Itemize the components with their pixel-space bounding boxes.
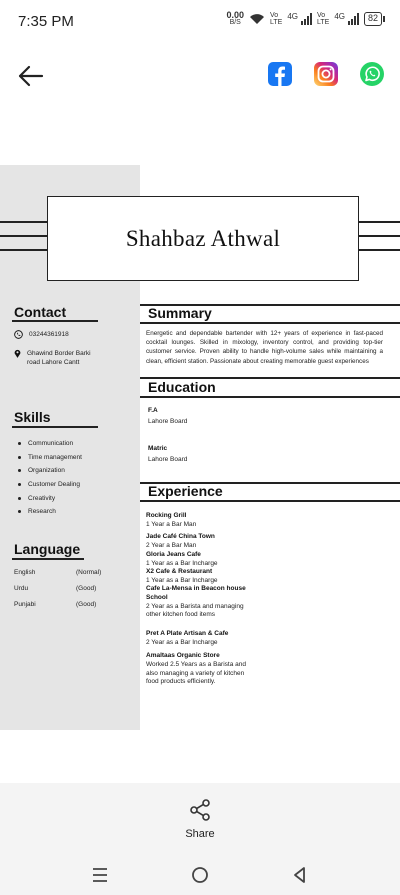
language-name: English: [14, 569, 36, 576]
back-triangle-icon: [289, 864, 311, 886]
contact-phone-text: 03244361918: [29, 331, 69, 338]
phone-icon: [14, 330, 23, 339]
skill-item: Organization: [18, 464, 82, 478]
language-name: Punjabi: [14, 601, 36, 608]
facebook-share-button[interactable]: [268, 62, 292, 86]
resume-preview: [0, 165, 400, 730]
experience-item: [146, 551, 256, 569]
language-title: Language: [14, 541, 81, 557]
skill-item: Communication: [18, 437, 82, 451]
skill-item: Research: [18, 505, 82, 519]
skill-item: Customer Dealing: [18, 478, 82, 492]
battery-icon: 82: [364, 12, 382, 26]
experience-item: [146, 652, 256, 687]
summary-title: Summary: [148, 305, 212, 321]
status-indicators: [226, 12, 382, 26]
experience-detail: 1 Year a Bar Man: [146, 520, 197, 528]
status-bar: [0, 0, 400, 44]
summary-underline: [140, 322, 400, 324]
instagram-icon: [314, 62, 338, 86]
experience-place: Cafe La-Mensa in Beacon house School: [146, 585, 246, 601]
back-button[interactable]: [14, 60, 46, 92]
language-level: (Normal): [76, 569, 102, 576]
experience-detail: Worked 2.5 Years as a Barista and also managing a variety of kitchen food products efficiently.: [146, 660, 246, 686]
language-row: [14, 601, 114, 608]
experience-place: Amaltaas Organic Store: [146, 652, 220, 659]
experience-item: [146, 533, 256, 551]
experience-item: [146, 512, 256, 530]
experience-place: Pret A Plate Artisan & Cafe: [146, 630, 229, 637]
address-line-2: road Lahore Cantt: [27, 359, 80, 366]
skills-underline: [12, 426, 98, 428]
language-name: Urdu: [14, 585, 29, 592]
name-box: [47, 196, 359, 281]
contact-underline: [12, 320, 98, 322]
network-speed: [226, 12, 244, 26]
system-back-button[interactable]: [289, 864, 311, 886]
system-nav-bar: [0, 856, 400, 895]
whatsapp-icon: [360, 62, 384, 86]
experience-detail: 2 Year as a Bar Incharge: [146, 638, 218, 646]
experience-underline: [140, 500, 400, 502]
language-level: (Good): [76, 585, 97, 592]
instagram-share-button[interactable]: [314, 62, 338, 86]
experience-detail: 1 Year as a Bar Incharge: [146, 559, 218, 567]
education-degree: F.A: [148, 407, 158, 414]
experience-detail: 2 Year as a Barista and managing other kitchen food items: [146, 602, 244, 619]
education-title: Education: [148, 379, 216, 395]
signal-icon-1: [301, 13, 312, 25]
address-line-1: Ghawind Border Barki: [27, 350, 91, 357]
network-speed-unit: B/S: [229, 19, 241, 26]
network-type-2: 4G: [334, 12, 345, 21]
home-circle-icon: [189, 864, 211, 886]
location-pin-icon: [14, 349, 21, 358]
contact-address: [14, 349, 91, 367]
facebook-icon: [268, 62, 292, 86]
experience-title: Experience: [148, 483, 223, 499]
back-arrow-icon: [14, 60, 46, 92]
recent-apps-button[interactable]: [89, 864, 111, 886]
menu-lines-icon: [89, 864, 111, 886]
experience-place: Rocking Grill: [146, 512, 187, 519]
social-share-icons: [268, 62, 384, 86]
experience-place: X2 Cafe & Restaurant: [146, 568, 213, 575]
network-type-1: 4G: [287, 12, 298, 21]
contact-phone: [14, 330, 69, 339]
resume-name: Shahbaz Athwal: [125, 225, 281, 251]
skill-item: Creativity: [18, 491, 82, 505]
experience-place: Jade Café China Town: [146, 533, 215, 540]
contact-title: Contact: [14, 304, 67, 320]
wifi-icon: [249, 13, 265, 25]
skills-title: Skills: [14, 409, 51, 425]
home-button[interactable]: [189, 864, 211, 886]
whatsapp-share-button[interactable]: [360, 62, 384, 86]
experience-item: [146, 630, 256, 648]
bottom-panel: [0, 783, 400, 895]
experience-place: Gloria Jeans Cafe: [146, 551, 201, 558]
experience-detail: 2 Year a Bar Man: [146, 541, 197, 549]
experience-detail: 1 Year as a Bar Incharge: [146, 576, 218, 584]
share-label: Share: [185, 828, 215, 840]
share-button[interactable]: [170, 798, 230, 854]
language-row: [14, 569, 114, 576]
share-icon: [188, 798, 212, 822]
skill-item: Time management: [18, 451, 82, 465]
summary-text: Energetic and dependable bartender with 12+ years of experience in fast-paced cocktail lounges. Skilled in mixology, inventory control, and providing top-tier customer service. Proven ability to handle high-volume sales while maintaining a clean, efficient station. Passionate about creating memorable guest experiences: [146, 330, 383, 365]
experience-item: [146, 585, 256, 620]
volte-indicator-2: Vo LTE: [316, 12, 330, 26]
education-board: Lahore Board: [148, 456, 188, 463]
signal-icon-2: [348, 13, 359, 25]
language-row: [14, 585, 114, 592]
language-level: (Good): [76, 601, 97, 608]
education-board: Lahore Board: [148, 418, 188, 425]
language-underline: [12, 558, 84, 560]
skills-list: [18, 437, 82, 519]
volte-indicator-1: Vo LTE: [269, 12, 283, 26]
education-degree: Matric: [148, 445, 168, 452]
education-underline: [140, 396, 400, 398]
network-speed-value: 0.00: [226, 10, 244, 20]
status-time: 7:35 PM: [18, 13, 74, 30]
experience-item: [146, 568, 256, 586]
